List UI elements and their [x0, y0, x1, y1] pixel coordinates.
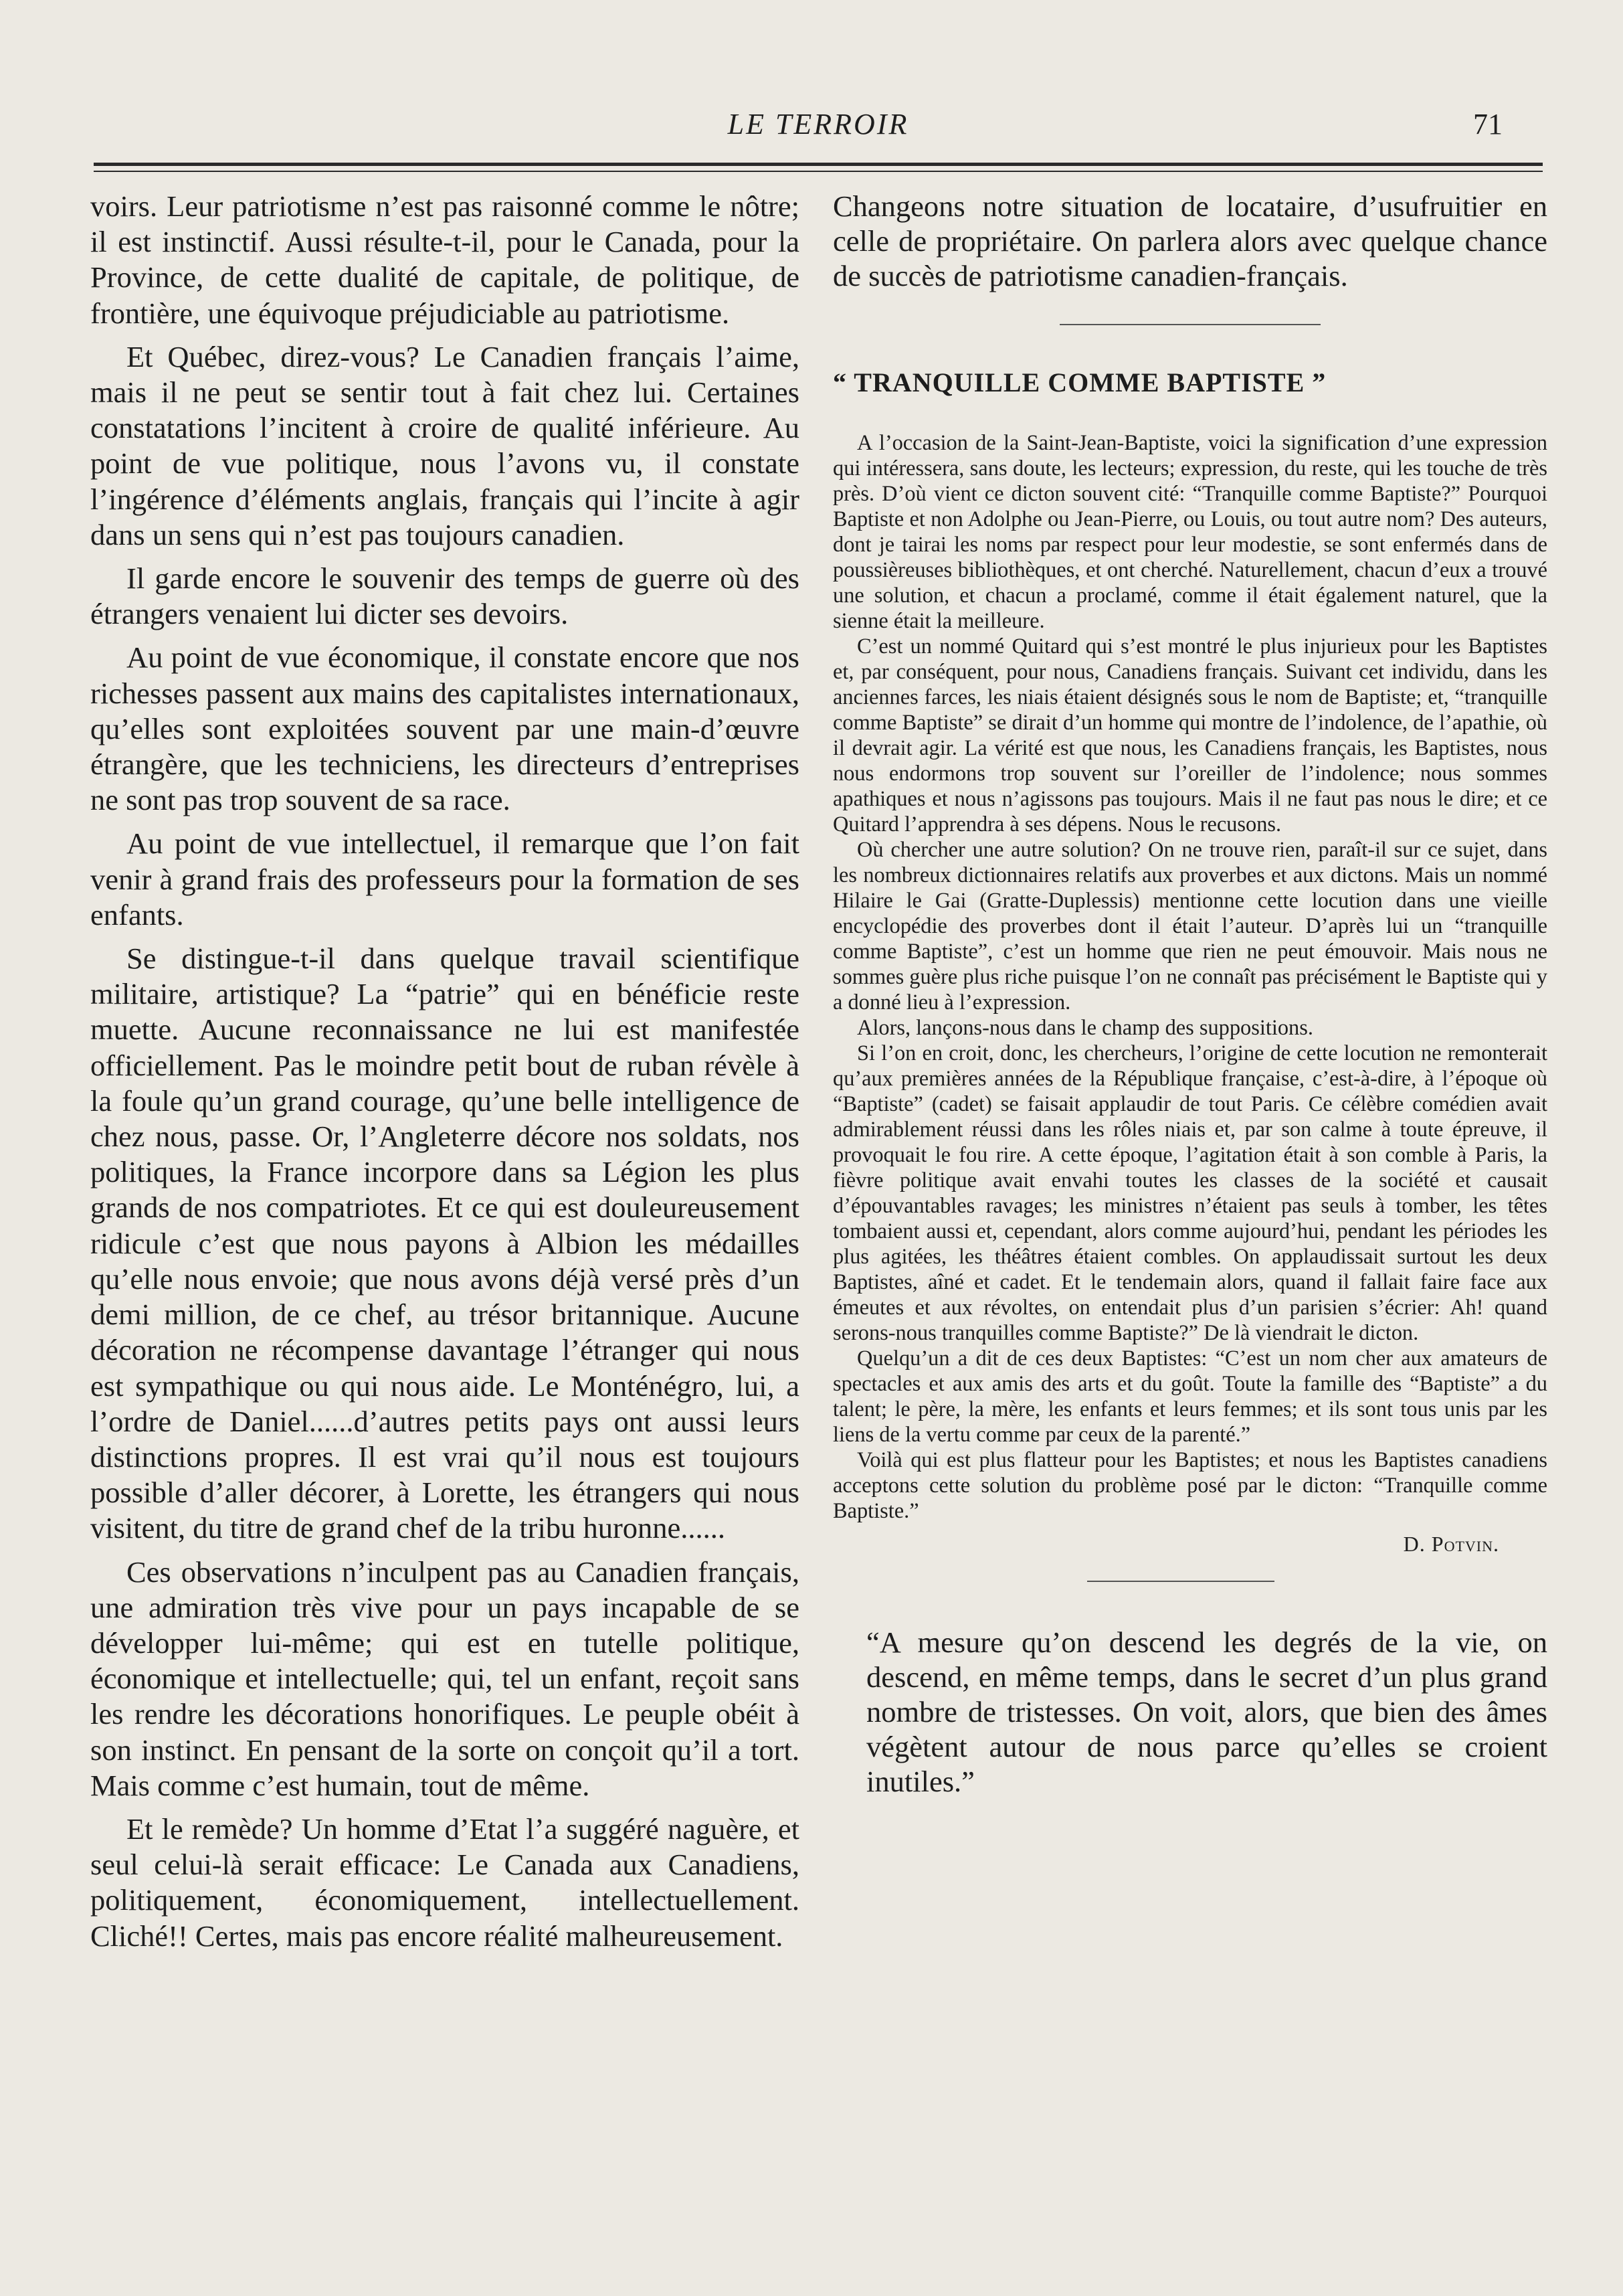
- left-paragraph-6: Se distingue-t-il dans quelque travail scientifique militaire, artistique? La “patrie” qui en bénéficie reste muette. Aucune reconnaissance ne lui est manifestée officiellement. Pas le moindre petit bout de ruban révèle à la foule qu’un grand courage, qu’une belle intelligence de chez nous, passe. Or, l’Angleterre décore nos soldats, nos politiques, la France incorpore dans sa Légion les plus grands de nos compatriotes. Et ce qui est douleureusement ridicule c’est que nous payons à Albion les médailles qu’elle nous envoie; que nous avons déjà versé près d’un demi million, de ce chef, au trésor britannique. Aucune décoration ne récompense davantage l’étranger qui nous est sympathique ou qui nous aide. Le Monténégro, lui, a l’ordre de Daniel......d’autres petits pays ont aussi leurs distinctions propres. Il est vrai qu’il nous est toujours possible d’aller décorer, à Lorette, les étrangers qui nous visitent, du titre de grand chef de la tribu huronne......: [90, 942, 799, 1545]
- left-paragraph-2: Et Québec, direz-vous? Le Canadien français l’aime, mais il ne peut se sentir tout à fait chez lui. Certaines constatations l’incitent à croire de qualité inférieure. Au point de vue politique, nous l’avons vu, il constate l’ingérence d’éléments anglais, français qui l’incite à agir dans un sens qui n’est pas toujours canadien.: [90, 339, 799, 551]
- running-title: LE TERROIR: [727, 108, 909, 141]
- left-paragraph-1: voirs. Leur patriotisme n’est pas raisonné comme le nôtre; il est instinctif. Aussi résulte-t-il, pour le Canada, pour la Province, de cette dualité de capitale, de politique, de frontière, une équivoque préjudiciable au patriotisme.: [90, 189, 799, 330]
- intro-block: [833, 189, 1547, 293]
- author-signature: D. Potvin.: [1403, 1532, 1499, 1556]
- intro-paragraph: Changeons notre situation de locataire, d’usufruitier en celle de propriétaire. On parlera alors avec quelque chance de succès de patriotisme canadien-français.: [833, 189, 1547, 292]
- article-paragraph-1: A l’occasion de la Saint-Jean-Baptiste, voici la signification d’une expression qui intéressera, sans doute, les lecteurs; expression, du reste, qui les touche de très près. D’où vient ce dicton souvent cité: “Tranquille comme Baptiste?” Pourquoi Baptiste et non Adolphe ou Jean-Pierre, ou Louis, ou tout autre nom? Des auteurs, dont je tairai les noms par respect pour leur modestie, se sont enfermés dans de poussièreuses bibliothèques, et ont cherché. Naturellement, chacun d’eux a trouvé une solution, et chacun a proclamé, comme il était également naturel, que la sienne était la meilleure.: [833, 431, 1547, 633]
- article-paragraph-4: Alors, lançons-nous dans le champ des suppositions.: [857, 1016, 1313, 1040]
- left-paragraph-7: Ces observations n’inculpent pas au Canadien français, une admiration très vive pour un pays incapable de se développer lui-même; qui est en tutelle politique, économique et intellectuelle; qui, tel un enfant, reçoit sans les rendre les décorations honorifiques. Le peuple obéit à son instinct. En pensant de la sorte on conçoit qu’il a tort. Mais comme c’est humain, tout de même.: [90, 1555, 799, 1802]
- left-paragraph-8: Et le remède? Un homme d’Etat l’a suggéré naguère, et seul celui-là serait efficace: Le Canada aux Canadiens, politiquement, économiquement, intellectuellement. Cliché!! Certes, mais pas encore réalité malheureusement.: [90, 1812, 799, 1953]
- quote-divider: [1087, 1581, 1274, 1582]
- left-column: [90, 189, 799, 1954]
- left-paragraph-4: Au point de vue économique, il constate encore que nos richesses passent aux mains des capitalistes internationaux, qu’elles sont exploitées souvent par une main-d’œuvre étrangère, que les techniciens, les directeurs d’entreprises ne sont pas trop souvent de sa race.: [90, 640, 799, 817]
- closing-quote-block: [833, 1625, 1547, 1799]
- article-paragraph-3: Où chercher une autre solution? On ne trouve rien, paraît-il sur ce sujet, dans les nombreux dictionnaires relatifs aux proverbes et aux dictons. Mais un nommé Hilaire le Gai (Gratte-Duplessis) mentionne cette locution dans une vieille encyclopédie des proverbes dont il était l’auteur. D’après lui un “tranquille comme Baptiste”, c’est un homme que rien ne peut émouvoir. Mais nous ne sommes guère plus riche puisque l’on ne connaît pas précisément le Baptiste qui y a donné lieu à l’expression.: [833, 838, 1547, 1014]
- page-number: 71: [1473, 108, 1503, 141]
- right-column: [833, 189, 1547, 1799]
- article-title: “ TRANQUILLE COMME BAPTISTE ”: [833, 367, 1327, 398]
- header-rule-thin: [94, 171, 1543, 172]
- left-paragraph-3: Il garde encore le souvenir des temps de guerre où des étrangers venaient lui dicter ses devoirs.: [90, 561, 799, 631]
- article-paragraph-2: C’est un nommé Quitard qui s’est montré le plus injurieux pour les Baptistes et, par conséquent, pour nous, Canadiens français. Suivant cet individu, dans les anciennes farces, les niais étaient désignés sous le nom de Baptiste; et, “tranquille comme Baptiste” se dirait d’un homme qui montre de l’indolence, de l’apathie, où il devrait agir. La vérité est que nous, les Canadiens français, les Baptistes, nous nous endormons trop souvent sur l’oreiller de l’indolence; nous sommes apathiques et nous n’agissons pas toujours. Mais il ne faut pas nous le dire; et ce Quitard l’apprendra à ses dépens. Nous le recusons.: [833, 634, 1547, 836]
- section-divider: [1060, 324, 1321, 325]
- article-paragraph-5: Si l’on en croit, donc, les chercheurs, l’origine de cette locution ne remonterait qu’aux premières années de la République française, c’est-à-dire, à l’époque où “Baptiste” (cadet) se faisait applaudir de tout Paris. Ce célèbre comédien avait admirablement réussi dans les rôles niais et, par son calme à toute épreuve, il provoquait le fou rire. A cette époque, l’agitation était à son comble à Paris, la fièvre politique avait envahi toutes les classes de la société et causait d’épouvantables ravages; les ministres n’étaient pas seuls à tomber, les têtes tombaient aussi et, cependant, alors comme aujourd’hui, pendant les périodes les plus agitées, les théâtres étaient combles. On applaudissait surtout les deux Baptistes, aîné et cadet. Et le tendemain alors, quand il fallait faire face aux émeutes et aux révoltes, on entendait plus d’un parisien s’écrier: Ah! quand serons-nous tranquilles comme Baptiste?” De là viendrait le dicton.: [833, 1041, 1547, 1345]
- closing-quote: “A mesure qu’on descend les degrés de la vie, on descend, en même temps, dans le secret d’un plus grand nombre de tristesses. On voit, alors, que bien des âmes végètent autour de nous parce qu’elles se croient inutiles.”: [866, 1625, 1547, 1798]
- article-paragraph-6: Quelqu’un a dit de ces deux Baptistes: “C’est un nom cher aux amateurs de spectacles et aux amis des arts et du goût. Toute la famille des “Baptiste” a du talent; le père, la mère, les enfants et leurs femmes; et ils sont tous unis par les liens de la vertu comme par ceux de la parenté.”: [833, 1346, 1547, 1447]
- running-header: [94, 106, 1543, 146]
- article-paragraph-7: Voilà qui est plus flatteur pour les Baptistes; et nous les Baptistes canadiens acceptons cette solution du problème posé par le dicton: “Tranquille comme Baptiste.”: [833, 1448, 1547, 1523]
- left-paragraph-5: Au point de vue intellectuel, il remarque que l’on fait venir à grand frais des professeurs pour la formation de ses enfants.: [90, 826, 799, 932]
- header-rule-thick: [94, 163, 1543, 166]
- article-body: [833, 430, 1547, 1524]
